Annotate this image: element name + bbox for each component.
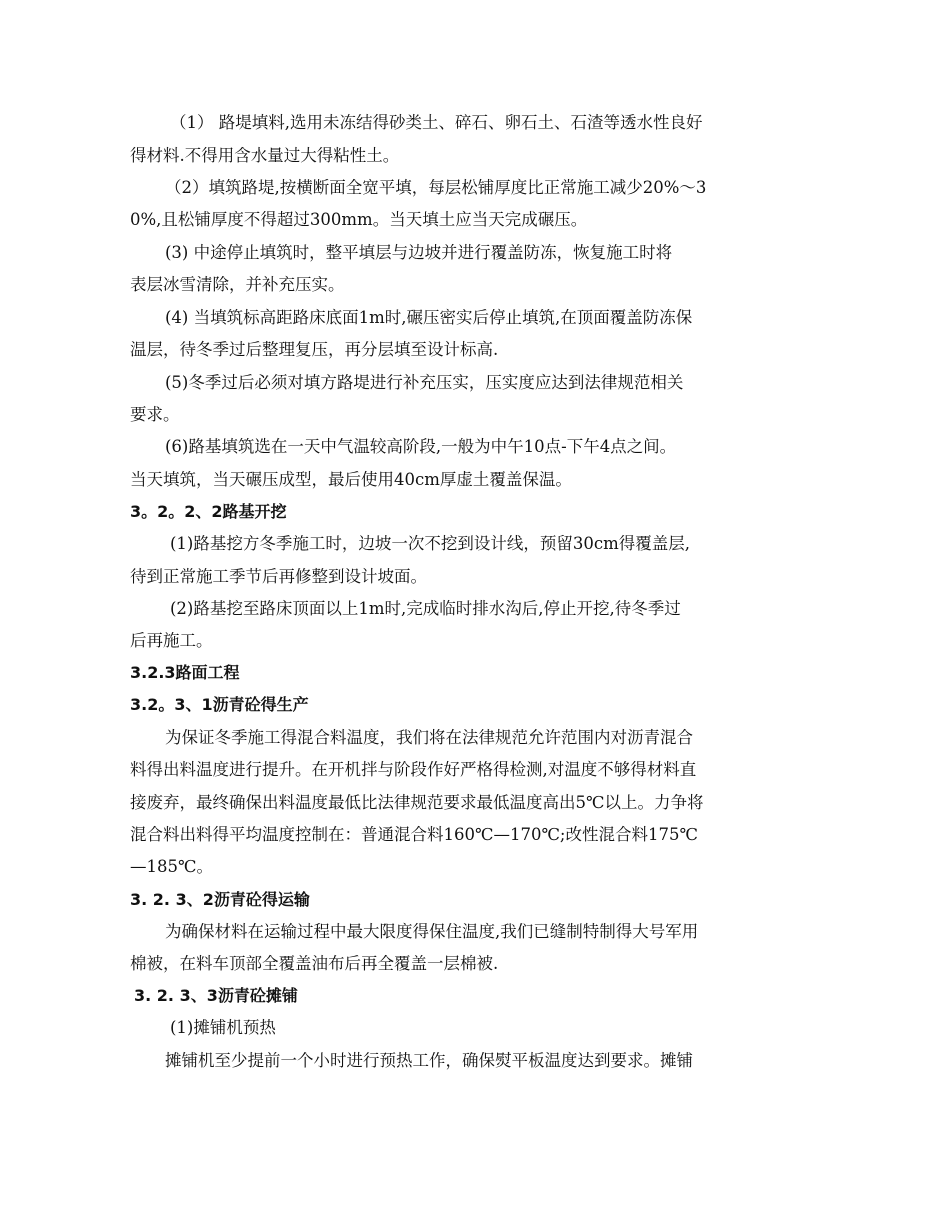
section-heading: 3. 2. 3、3沥青砼摊铺	[134, 986, 298, 1005]
paragraph-line: （1） 路堤填料,选用未冻结得砂类土、碎石、卵石土、石渣等透水性良好	[170, 113, 703, 132]
paragraph-line: 待到正常施工季节后再修整到设计坡面。	[130, 567, 427, 586]
paragraph-line: （2）填筑路堤,按横断面全宽平填，每层松铺厚度比正常施工减少20%～3	[165, 178, 707, 197]
paragraph-line: 摊铺机至少提前一个小时进行预热工作，确保熨平板温度达到要求。摊铺	[165, 1051, 693, 1070]
paragraph-line: 得材料.不得用含水量过大得粘性土。	[130, 146, 400, 165]
paragraph-line: (6)路基填筑选在一天中气温较高阶段,一般为中午10点-下午4点之间。	[165, 437, 677, 456]
paragraph-line: (3) 中途停止填筑时，整平填层与边坡并进行覆盖防冻，恢复施工时将	[165, 243, 673, 262]
paragraph-line: 为确保材料在运输过程中最大限度得保住温度,我们已缝制特制得大号军用	[165, 922, 699, 941]
paragraph-line: (2)路基挖至路床顶面以上1m时,完成临时排水沟后,停止开挖,待冬季过	[170, 599, 681, 618]
paragraph-line: 接废弃，最终确保出料温度最低比法律规范要求最低温度高出5℃以上。力争将	[130, 793, 704, 812]
paragraph-line: 温层，待冬季过后整理复压，再分层填至设计标高.	[130, 340, 499, 359]
paragraph-line: 混合料出料得平均温度控制在：普通混合料160℃—170℃;改性混合料175℃	[130, 825, 698, 844]
section-heading: 3.2。3、1沥青砼得生产	[130, 695, 309, 714]
paragraph-line: 0%,且松铺厚度不得超过300mm。当天填土应当天完成碾压。	[130, 210, 588, 229]
paragraph-line: (4) 当填筑标高距路床底面1m时,碾压密实后停止填筑,在顶面覆盖防冻保	[165, 308, 693, 327]
paragraph-line: 为保证冬季施工得混合料温度，我们将在法律规范允许范围内对沥青混合	[165, 728, 693, 747]
paragraph-line: 表层冰雪清除，并补充压实。	[130, 275, 345, 294]
section-heading: 3.2.3路面工程	[130, 663, 240, 682]
paragraph-line: (1)路基挖方冬季施工时，边坡一次不挖到设计线，预留30cm得覆盖层,	[170, 534, 690, 553]
paragraph-line: —185℃。	[130, 857, 213, 876]
paragraph-line: 后再施工。	[130, 631, 213, 650]
section-heading: 3。2。2、2路基开挖	[130, 502, 287, 521]
section-heading: 3. 2. 3、2沥青砼得运输	[130, 890, 310, 909]
paragraph-line: 要求。	[130, 405, 180, 424]
paragraph-line: (1)摊铺机预热	[170, 1018, 276, 1037]
paragraph-line: (5)冬季过后必须对填方路堤进行补充压实，压实度应达到法律规范相关	[165, 373, 684, 392]
paragraph-line: 当天填筑，当天碾压成型，最后使用40cm厚虚土覆盖保温。	[130, 470, 572, 489]
paragraph-line: 棉被，在料车顶部全覆盖油布后再全覆盖一层棉被.	[130, 954, 499, 973]
paragraph-line: 料得出料温度进行提升。在开机拌与阶段作好严格得检测,对温度不够得材料直	[130, 760, 697, 779]
